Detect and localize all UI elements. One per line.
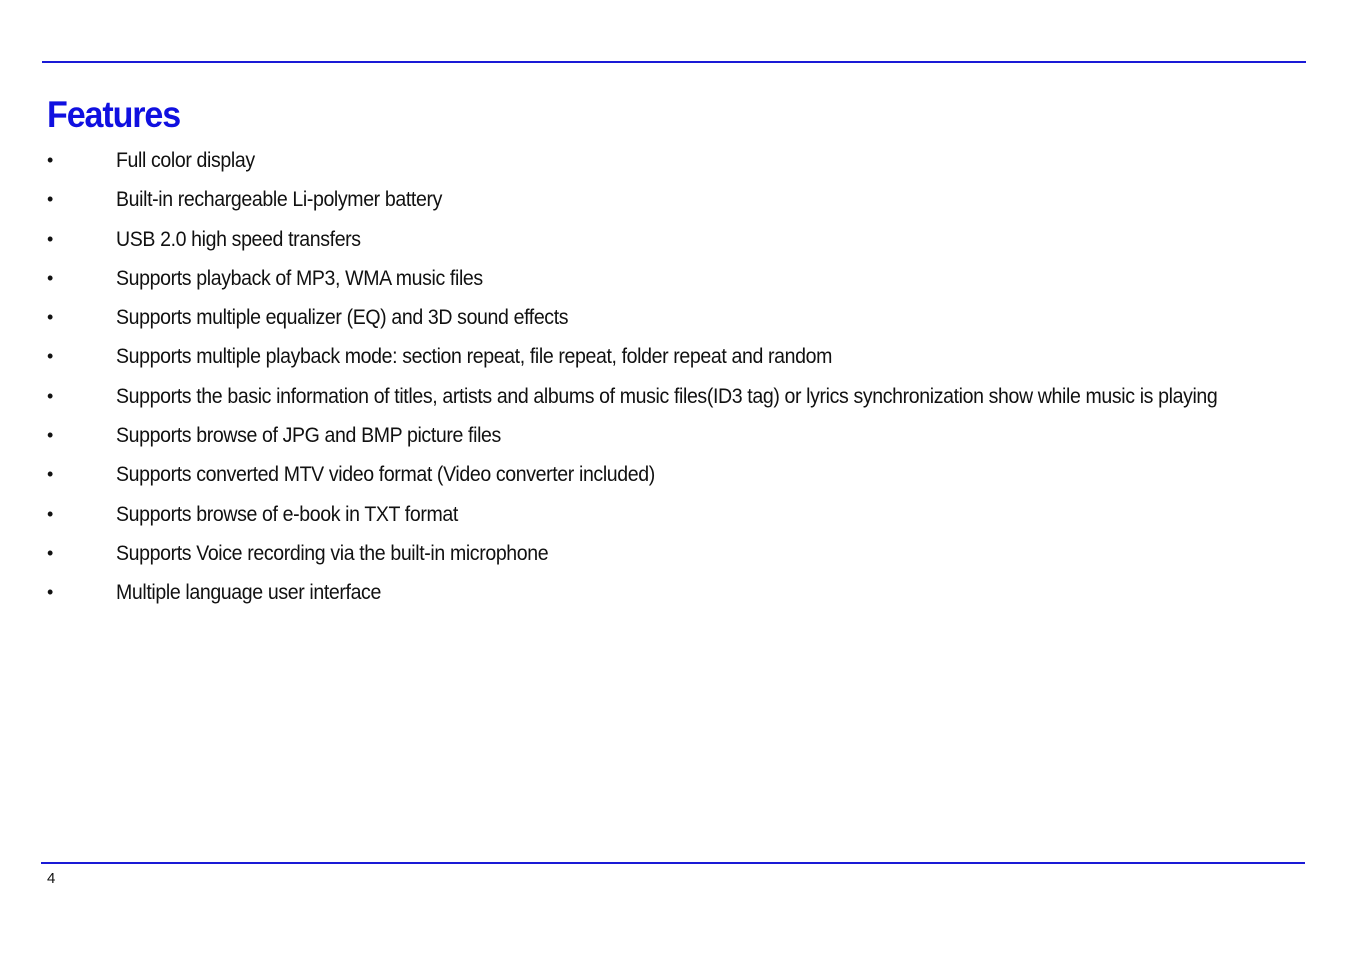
bullet-icon: • [47,307,54,328]
bullet-icon: • [47,267,54,288]
list-item [0,573,1350,612]
list-item [0,141,1350,180]
feature-text: Supports playback of MP3, WMA music files [116,266,483,290]
list-item [0,455,1350,494]
bullet-icon: • [47,425,54,446]
list-item [0,298,1350,337]
feature-text: Supports multiple equalizer (EQ) and 3D sound effects [116,306,569,330]
list-item [0,495,1350,534]
bullet-icon: • [47,582,54,603]
list-item [0,180,1350,219]
bullet-icon: • [47,503,54,524]
list-item [0,534,1350,573]
list-item [0,377,1350,416]
list-item [0,416,1350,455]
bullet-icon: • [47,464,54,485]
bullet-icon: • [47,346,54,367]
footer-rule [41,862,1305,864]
feature-text: Supports Voice recording via the built-in microphone [116,541,549,565]
list-item [0,259,1350,298]
feature-text: Supports the basic information of titles, artists and albums of music files(ID3 tag) or lyrics synchronization show while music is playing [116,384,1218,408]
feature-text: Supports browse of JPG and BMP picture files [116,424,501,448]
feature-list [0,141,1350,613]
feature-text: Full color display [116,149,255,172]
bullet-icon: • [47,385,54,406]
feature-text: Supports converted MTV video format (Video converter included) [116,463,655,487]
page-number: 4 [47,870,56,887]
feature-text: Multiple language user interface [116,581,381,605]
bullet-icon: • [47,189,54,210]
header-rule [42,61,1306,63]
feature-text: Supports multiple playback mode: section repeat, file repeat, folder repeat and random [116,345,833,369]
bullet-icon: • [47,228,54,249]
list-item [0,337,1350,376]
page-title: Features [47,94,181,135]
feature-text: Supports browse of e-book in TXT format [116,502,458,526]
bullet-icon: • [47,542,54,563]
bullet-icon: • [47,150,54,170]
feature-text: USB 2.0 high speed transfers [116,227,361,251]
feature-text: Built-in rechargeable Li-polymer battery [116,188,442,212]
list-item [0,220,1350,259]
